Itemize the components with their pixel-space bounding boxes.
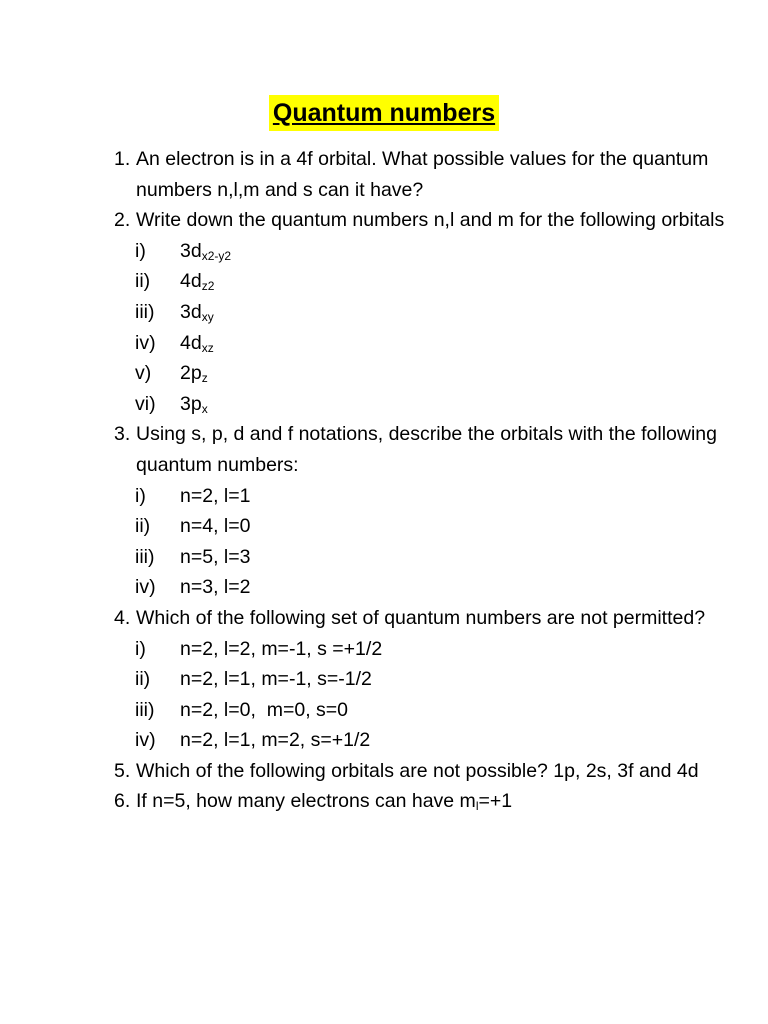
question-4 [114, 603, 754, 634]
orbital-subscript: z [201, 371, 208, 386]
orbital-label [180, 297, 214, 328]
page-title: Quantum numbers [269, 95, 499, 131]
question-number: 1. [114, 148, 131, 170]
sub-item [114, 389, 754, 420]
sub-item-text: n=2, l=0, m=0, s=0 [180, 698, 349, 721]
orbital-label [180, 358, 208, 389]
question-number: 2. [114, 209, 131, 232]
sub-item [114, 664, 754, 695]
orbital-base: 3d [180, 300, 202, 323]
question-5 [114, 756, 754, 787]
title-wrap [0, 95, 768, 131]
sub-item-text: n=2, l=1, m=-1, s=-1/2 [180, 668, 372, 691]
sub-item-numeral: ii) [135, 270, 151, 293]
sub-item [114, 634, 754, 665]
sub-item-text: n=5, l=3 [180, 545, 251, 568]
question-6 [114, 786, 754, 817]
sub-item-numeral: i) [135, 637, 146, 660]
sub-item [114, 481, 754, 512]
sub-item [114, 695, 754, 726]
orbital-subscript: xy [201, 309, 214, 324]
orbital-label [180, 389, 208, 420]
sub-item-numeral: iv) [135, 576, 156, 599]
sub-item [114, 358, 754, 389]
question-text: Which of the following orbitals are not possible? 1p, 2s, 3f and 4d [136, 759, 699, 782]
orbital-base: 3p [180, 392, 202, 415]
sub-item [114, 266, 754, 297]
sub-item-text: n=2, l=1, m=2, s=+1/2 [180, 729, 371, 752]
sub-item-numeral: iv) [135, 729, 156, 752]
orbital-base: 4d [180, 331, 202, 354]
sub-item-text: n=2, l=2, m=-1, s =+1/2 [180, 637, 383, 660]
question-number: 5. [114, 759, 131, 782]
sub-item [114, 297, 754, 328]
question-number: 3. [114, 423, 131, 446]
question-1 [114, 144, 754, 205]
question-text: Write down the quantum numbers n,l and m for the following orbitals [136, 209, 725, 232]
sub-item-numeral: vi) [135, 392, 156, 415]
orbital-base: 2p [180, 362, 202, 385]
orbital-subscript: z2 [201, 279, 215, 294]
orbital-subscript: x2-y2 [201, 248, 232, 263]
sub-item-numeral: v) [135, 362, 152, 385]
sub-item [114, 328, 754, 359]
question-text: Using s, p, d and f notations, describe the orbitals with the following quantum numbers: [136, 423, 717, 476]
sub-item-numeral: i) [135, 239, 146, 262]
question-text-before: If n=5, how many electrons can have m [136, 790, 476, 813]
quantum-subscript: l [475, 799, 479, 814]
question-number: 6. [114, 790, 131, 813]
sub-item-text: n=2, l=1 [180, 484, 251, 507]
question-number: 4. [114, 606, 131, 629]
sub-item [114, 236, 754, 267]
sub-item-numeral: i) [135, 484, 146, 507]
orbital-label [180, 328, 214, 359]
question-2 [114, 205, 754, 236]
sub-item-text: n=3, l=2 [180, 576, 251, 599]
orbital-base: 3d [180, 239, 202, 262]
sub-item-numeral: iii) [135, 698, 155, 721]
question-text [136, 786, 754, 817]
sub-item-numeral: iv) [135, 331, 156, 354]
sub-item [114, 725, 754, 756]
sub-item-numeral: ii) [135, 515, 151, 538]
sub-item [114, 542, 754, 573]
question-text: An electron is in a 4f orbital. What possible values for the quantum numbers n,l,m and s can it have? [136, 148, 709, 201]
question-text: Which of the following set of quantum numbers are not permitted? [136, 606, 706, 629]
orbital-subscript: xz [201, 340, 214, 355]
question-3 [114, 419, 754, 480]
orbital-subscript: x [201, 401, 208, 416]
sub-item-text: n=4, l=0 [180, 515, 251, 538]
sub-item-numeral: iii) [135, 300, 155, 323]
question-list [114, 144, 754, 817]
sub-item-numeral: iii) [135, 545, 155, 568]
orbital-label [180, 266, 214, 297]
orbital-label [180, 236, 231, 267]
sub-item [114, 572, 754, 603]
question-text-after: =+1 [478, 790, 513, 813]
orbital-base: 4d [180, 270, 202, 293]
sub-item [114, 511, 754, 542]
sub-item-numeral: ii) [135, 668, 151, 691]
